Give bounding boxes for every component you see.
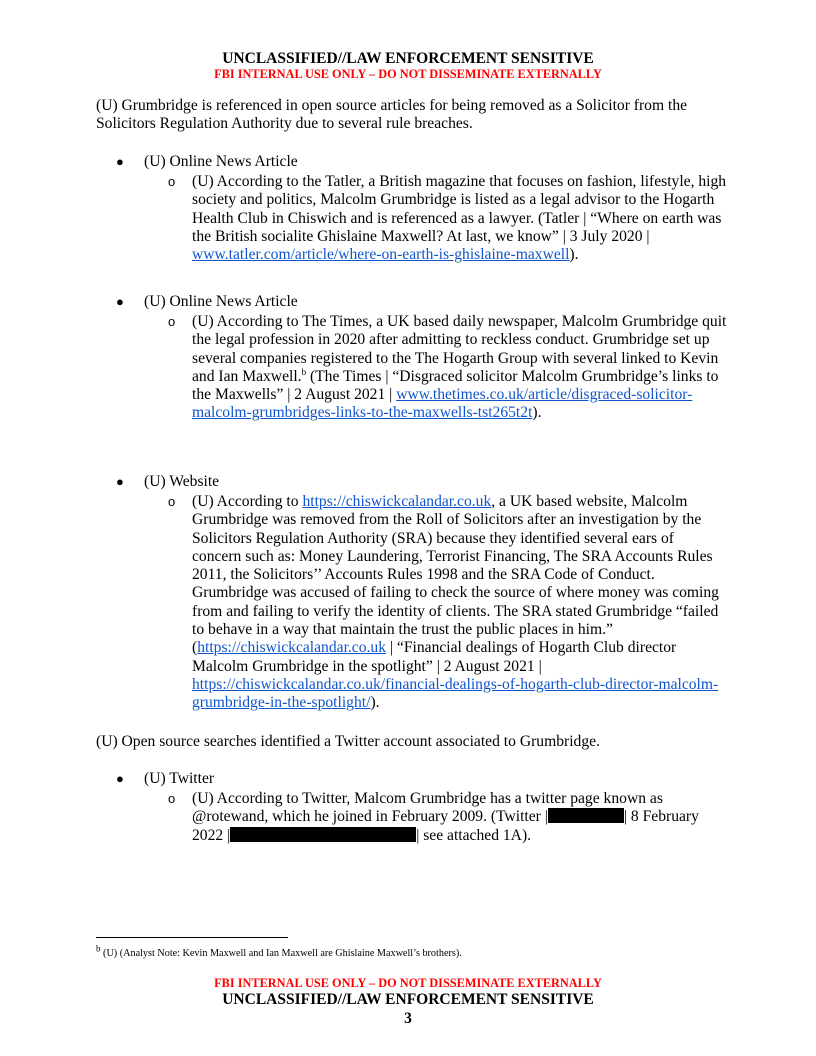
bullet-label: (U) Website: [144, 473, 220, 490]
redaction-bar: [230, 827, 416, 842]
twitter-intro-paragraph: (U) Open source searches identified a Twitter account associated to Grumbridge.: [96, 733, 600, 750]
redaction-bar: [548, 808, 624, 823]
sub-item-text: (U) According to The Times, a UK based daily newspaper, Malcolm Grumbridge quit the legal profession in 2020 after admitting to reckless conduct. Grumbridge set up several companies registered to the The Hogarth Group with several linked to Kevin and Ian Maxwell.$^b$ (The Times | “Disgraced solicitor Malcolm Grumbridge’s links to the Maxwells” | 2 August 2021 | www.thetimes.co.uk/article/disgraced-solicitor-malcolm-grumbridges-links-to-the-maxwells-tst265t2t).: [192, 313, 727, 422]
footnote: [96, 943, 462, 960]
footnote-text: (U) (Analyst Note: Kevin Maxwell and Ian Maxwell are Ghislaine Maxwell’s brothers).: [100, 948, 462, 959]
circle-bullet-icon: o: [168, 314, 176, 329]
bullet-dot-icon: ●: [116, 474, 124, 489]
bullet-dot-icon: ●: [116, 154, 124, 169]
twitter-line-1: (U) According to Twitter, Malcom Grumbridge has a twitter page known as: [192, 790, 663, 807]
header-classification: UNCLASSIFIED//LAW ENFORCEMENT SENSITIVE: [222, 50, 594, 67]
sub-item-text: (U) According to https://chiswickcalandar.co.uk, a UK based website, Malcolm Grumbridge was removed from the Roll of Solicitors after an investigation by the Solicitors Regulation Authority (SRA) because they identified several ears of concern such as: Money Laundering, Terrorist Financing, The SRA Accounts Rules 2011, the Solicitors’’ Accounts Rules 1998 and the SRA Code of Conduct. Grumbridge was accused of failing to check the source of where money was coming from and failing to verify the identity of clients. The SRA stated Grumbridge “failed to behave in a way that maintain the trust the public places in him.” (https://chiswickcalandar.co.uk | “Financial dealings of Hogarth Club director Malcolm Grumbridge in the spotlight” | 2 August 2021 | https://chiswickcalandar.co.uk/financial-dealings-of-hogarth-club-director-malcolm-grumbridge-in-the-spotlight/).: [192, 493, 719, 712]
bullet-label: (U) Online News Article: [144, 293, 298, 310]
header-handling-notice: FBI INTERNAL USE ONLY – DO NOT DISSEMINATE EXTERNALLY: [214, 67, 602, 81]
footnote-separator: [96, 937, 288, 938]
sub-item-text: (U) According to the Tatler, a British magazine that focuses on fashion, lifestyle, high society and politics, Malcolm Grumbridge is listed as a legal advisor to the Hogarth Health Club in Chiswich and is referenced as a lawyer. (Tatler | “Where on earth was the British socialite Ghislaine Maxwell? At last, we know” | 3 July 2020 | www.tatler.com/article/where-on-earth-is-ghislaine-maxwell).: [192, 173, 727, 264]
circle-bullet-icon: o: [168, 174, 176, 189]
bullet-dot-icon: ●: [116, 771, 124, 786]
sub-item-text: [192, 790, 727, 845]
twitter-line-2: @rotewand, which he joined in February 2009. (Twitter | | 8 February: [192, 808, 699, 826]
page-number: 3: [404, 1010, 412, 1027]
tatler-link[interactable]: www.tatler.com/article/where-on-earth-is-ghislaine-maxwell: [192, 246, 570, 264]
intro-paragraph: (U) Grumbridge is referenced in open source articles for being removed as a Solicitor from the Solicitors Regulation Authority due to several rule breaches.: [96, 97, 688, 133]
footnote-marker: b: [96, 943, 101, 954]
chiswick-article-link[interactable]: https://chiswickcalandar.co.uk/financial-dealings-of-hogarth-club-director-malcolm-grumbridge-in-the-spotlight/: [192, 675, 719, 712]
bullet-online-news-1: [116, 153, 298, 171]
footer-classification: UNCLASSIFIED//LAW ENFORCEMENT SENSITIVE: [222, 991, 594, 1008]
footnote-ref[interactable]: b: [301, 366, 307, 377]
bullet-website: [116, 473, 219, 491]
chiswick-link-1[interactable]: https://chiswickcalandar.co.uk: [302, 493, 492, 510]
bullet-dot-icon: ●: [116, 294, 124, 309]
circle-bullet-icon: o: [168, 791, 176, 806]
bullet-twitter: [116, 770, 214, 788]
bullet-label: (U) Online News Article: [144, 153, 298, 170]
times-link[interactable]: www.thetimes.co.uk/article/disgraced-solicitor-malcolm-grumbridges-links-to-the-maxwells-tst265t2t: [192, 386, 693, 422]
footer-handling-notice: FBI INTERNAL USE ONLY – DO NOT DISSEMINATE EXTERNALLY: [214, 976, 602, 990]
bullet-online-news-2: [116, 293, 298, 311]
bullet-label: (U) Twitter: [144, 770, 215, 787]
circle-bullet-icon: o: [168, 494, 176, 509]
twitter-line-3: 2022 | | see attached 1A).: [192, 826, 532, 844]
chiswick-link-2[interactable]: https://chiswickcalandar.co.uk: [197, 639, 387, 657]
